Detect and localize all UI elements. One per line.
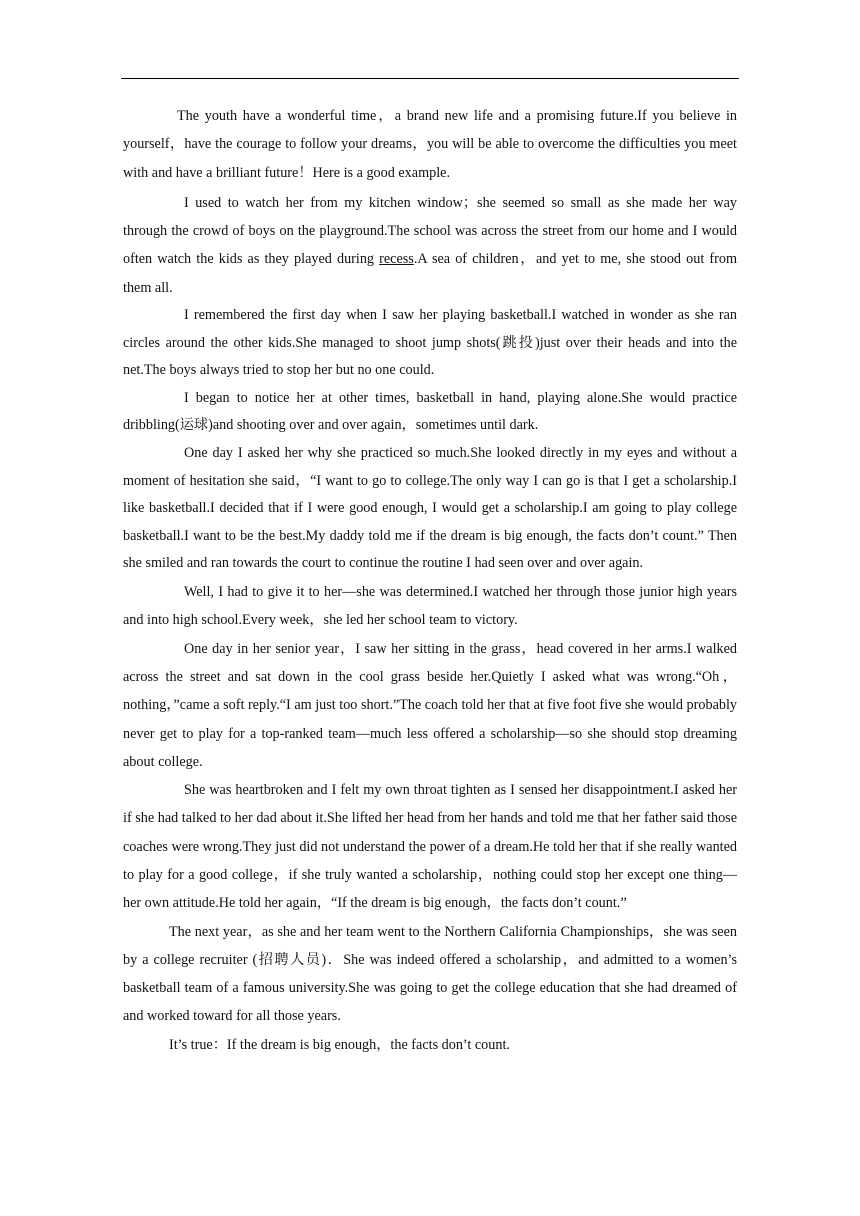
paragraph-4: One day I asked her why she practiced so much.She looked directly in my eyes and without a moment of hesitation she said，“I want to go to college.The only way I can go is that I get a scholarship.I like basketball.I decided that if I were good enough, I would get a scholarship.I am going to play college basketball.I want to be the best.My daddy told me if the dream is big enough, the facts don’t count.” Then she smiled and ran towards the court to continue the routine I had seen over and over again.	[123, 445, 737, 572]
paragraph-intro: The youth have a wonderful time，a brand new life and a promising future.If you believe in yourself，have the courage to follow your dreams，you will be able to overcome the difficulties you meet with and have a brilliant future！Here is a good example.	[123, 108, 737, 181]
paragraph-8: The next year，as she and her team went to the Northern California Championships，she was seen by a college recruiter (招聘人员)．She was indeed offered a scholarship，and admitted to a women’s basketball team of a famous university.She was going to get the college education that she had dreamed of and worked toward for all those years.	[123, 923, 737, 1025]
paragraph-5: Well, I had to give it to her—she was determined.I watched her through those junior high years and into high school.Every week，she led her school team to victory.	[123, 584, 737, 629]
underlined-word-recess: recess	[379, 251, 414, 268]
paragraph-1: I used to watch her from my kitchen window；she seemed so small as she made her way through the crowd of boys on the playground.The school was across the street from our home and I would often watch the kids as they played during recess.A sea of children，and yet to me, she stood out from them all.	[123, 194, 737, 296]
paragraph-9: It’s true：If the dream is big enough，the facts don’t count.	[169, 1036, 510, 1053]
header-rule	[121, 78, 739, 79]
paragraph-2: I remembered the first day when I saw her playing basketball.I watched in wonder as she ran circles around the other kids.She managed to shoot jump shots(跳投)just over their heads and into the net.The boys always tried to stop her but no one could.	[123, 307, 737, 379]
paragraph-3: I began to notice her at other times, basketball in hand, playing alone.She would practice dribbling(运球)and shooting over and over again，sometimes until dark.	[123, 389, 737, 434]
paragraph-6: One day in her senior year，I saw her sitting in the grass，head covered in her arms.I walked across the street and sat down in the cool grass beside her.Quietly I asked what was wrong.“Oh，nothing，”came a soft reply.“I am just too short.”The coach told her that at five foot five she would probably never get to play for a top-ranked team—much less offered a scholarship—so she should stop dreaming about college.	[123, 640, 737, 770]
article-body	[123, 102, 737, 1059]
paragraph-7: She was heartbroken and I felt my own throat tighten as I sensed her disappointment.I asked her if she had talked to her dad about it.She lifted her head from her hands and told me that her father said those coaches were wrong.They just did not understand the power of a dream.He told her that if she really wanted to play for a good college，if she truly wanted a scholarship，nothing could stop her except one thing—her own attitude.He told her again，“If the dream is big enough，the facts don’t count.”	[123, 782, 737, 912]
